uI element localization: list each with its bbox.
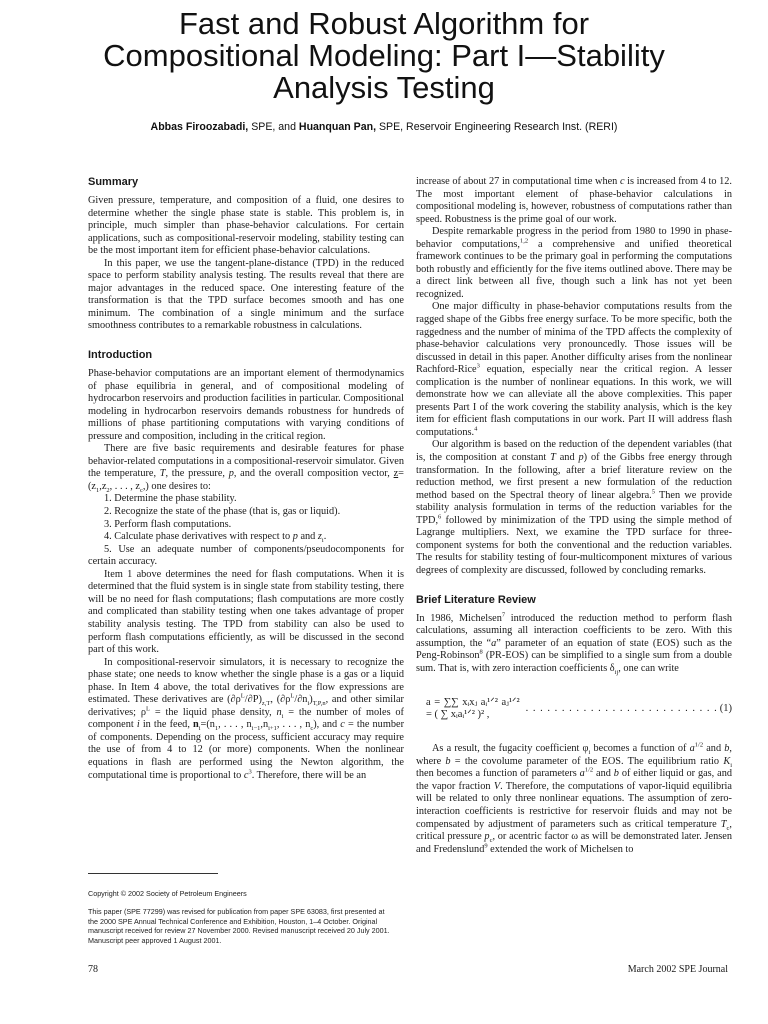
title-line-2: Compositional Modeling: Part I—Stability [103, 38, 665, 73]
equation-leader: . . . . . . . . . . . . . . . . . . . . . . . . . . . [525, 702, 718, 714]
equation-expression: a = ∑∑ xᵢxⱼ aᵢ¹ᐟ² aⱼ¹ᐟ² = ( ∑ xᵢaᵢ¹ᐟ² )² , [426, 696, 520, 721]
literature-review-heading: Brief Literature Review [416, 593, 536, 606]
literature-paragraph: In 1986, Michelsen$^7$ introduced the reduction method to perform flash calculations, assuming all interaction coefficients to be zero. With this assumption, the “a” parameter of an equation of state (EOS) such as the Peng-Robinson$^8$ (PR-EOS) can be simplified to a single sum from a double sum. That is, with zero interaction coefficients $\delta_{ij}$, one can write [416, 611, 732, 676]
requirements-list [88, 493, 404, 568]
body-paragraph: Despite remarkable progress in the period from 1980 to 1990 in phase-behavior computations,$^{1,2}$ a comprehensive and unified theoretical framework continues to be the primary goal in performing the computations both robustly and efficiently for the five items outlined above. There may be a direct link between all five, though such a link has not yet been recognized. [416, 226, 732, 300]
summary-heading: Summary [88, 176, 139, 188]
title-line-3: Analysis Testing [273, 70, 495, 105]
summary-paragraph: In this paper, we use the tangent-plane-distance (TPD) in the reduced space to perform stability analysis testing. The results reveal that there are major advantages in the reduced space. One interesting feature of the transformation is that the TPD surface becomes smooth and has one minimum. The combination of a single minimum and the surface smoothness contributes to a remarkable robustness in calculations. [88, 257, 404, 332]
left-column [88, 176, 404, 782]
paper-title [40, 8, 728, 104]
list-item: 4. Calculate phase derivatives with respect to p and $z_i$. [104, 531, 327, 545]
author-pan: Huanquan Pan, [298, 121, 377, 133]
intro-paragraph: There are five basic requirements and desirable features for phase behavior-related computations in a compositional-reservoir simulator. Given the temperature, T, the pressure, p, and the overall composition vector, $z=(z_1,z_2$, . . . , $z_c$,) one desires to: [88, 443, 404, 494]
journal-footer: March 2002 SPE Journal [627, 964, 728, 975]
list-item: 5. Use an adequate number of components/pseudocomponents for certain accuracy. [88, 543, 404, 568]
revision-note: This paper (SPE 77299) was revised for publication from paper SPE 63083, first presented at the 2000 SPE Annual Technical Conference and Exhibition, Houston, 1–4 October. Original manuscript received for review 27 November 2000. Revised manuscript received 20 July 2001. Manuscript peer approved 1 August 2001. [88, 907, 390, 945]
intro-paragraph: Item 1 above determines the need for flash computations. When it is determined that the fluid system is in single state from stability testing, there will be no need for flash computations; flash computations are more costly and complicated than stability testing when one takes advantage of proper stability analysis testing. The TPD from stability can also be used to perform flash computations efficiently, as will be discussed in the second part of this work. [88, 568, 404, 656]
equation-number: (1) [719, 702, 732, 714]
intro-paragraph: Phase-behavior computations are an important element of thermodynamics of phase equilibria in general, and of compositional modeling of hydrocarbon reservoirs and production facilities in particular. Compositional modeling in hydrocarbon reservoirs demands robustness for hundreds of millions of phase partitioning computations with varying conditions of pressure and composition, including in the critical region. [88, 368, 404, 442]
intro-paragraph: In compositional-reservoir simulators, it is necessary to recognize the phase state; one needs to know whether the single phase is a gas or a liquid phase. In Item 4 above, the total derivatives for the flow expressions are estimated. These derivatives are $(\partial\rho^L/\partial P)_{z,T}$, $(\partial\rho^L/\partial n_i)_{T,P,n}$, and other similar derivatives; $\rho^L$ = the liquid phase density, $n_i$ = the number of moles of component i in the feed, $n_i=(n_1$, . . . , $n_{i-1},n_{i+1}$, . . . , $n_c$), and c = the number of components. Depending on the process, sufficient accuracy may require the use of from 4 to 12 (or more) components. When the nonlinear equations in flash are performed using the Newton algorithm, the computational time is proportional to $c^3$. Therefore, there will be an [88, 656, 404, 781]
equation-1 [426, 689, 732, 729]
body-paragraph: One major difficulty in phase-behavior computations results from the ragged shape of the Gibbs free energy surface. To be more specific, both the raggedness and the number of minima of the TPD affects the complexity of phase-behavior calculations very pronouncedly. Those issues will be discussed in detail in this paper. Another difficulty arises from the nonlinear Rachford-Rice$^3$ equation, especially near the critical region. A lesser complication is the number of nonlinear equations. In this work, we will demonstrate how we can alleviate all the above complexities. This paper presents Part I of the work covering the stability analysis, which is the key item for efficient flash computations in our work. Part II will address flash computations.$^4$ [416, 301, 732, 438]
body-paragraph: Our algorithm is based on the reduction of the dependent variables (that is, the composition at constant T and p) of the Gibbs free energy through transformation. In the following, after a brief literature review on the reduction method, we first present a new formulation of the reduction method based on the Spectral theory of linear algebra.$^5$ Then we provide stability analysis formulation in terms of the reduction variables for the TPD,$^6$ followed by minimization of the TPD using the simple method of Lagrange multipliers. Next, we examine the TPD surface for three-component systems for both the conventional and the reduction variables. The results for stability testing of four-multicomponent mixtures of various degrees of complexity are discussed, followed by concluding remarks. [416, 439, 733, 576]
page-number: 78 [88, 964, 98, 975]
summary-paragraph: Given pressure, temperature, and composition of a fluid, one desires to determine whether the single phase state is stable. This problem is, in principle, much simpler than phase-behavior calculations. For certain applications, such as compositional-reservoir modeling, stability testing can be the most important item for efficient phase-behavior calculations. [88, 195, 404, 257]
introduction-heading: Introduction [88, 349, 153, 362]
list-item: 2. Recognize the state of the phase (that is, gas or liquid). [104, 506, 341, 518]
list-item: 1. Determine the phase stability. [104, 493, 237, 505]
author-line: Abbas Firoozabadi, SPE, and Huanquan Pan, SPE, Reservoir Engineering Research Inst. (RERI) [150, 121, 618, 133]
body-paragraph: increase of about 27 in computational time when c is increased from 4 to 12. The most important element of phase-behavior calculations in compositional modeling is, however, robustness of computations rather than speed. Robustness is the prime goal of our work. [416, 176, 733, 225]
copyright-notice: Copyright © 2002 Society of Petroleum Engineers [88, 889, 247, 898]
author-firoozabadi: Abbas Firoozabadi, [150, 121, 249, 133]
title-line-1: Fast and Robust Algorithm for [178, 6, 590, 41]
right-column [416, 176, 732, 856]
footnote-divider [88, 873, 218, 874]
literature-paragraph: As a result, the fugacity coefficient $\varphi_i$ becomes a function of $a^{1/2}$ and b, where b = the covolume parameter of the EOS. The equilibrium ratio $K_i$ then becomes a function of parameters $a^{1/2}$ and b of either liquid or gas, and the vapor fraction V. Therefore, the computations of vapor-liquid equilibria will be related to only three nonlinear equations. The assumption of zero-interaction coefficients is restrictive for reservoir fluids and may not be compensated by adjustment of parameters such as critical temperature $T_c$, critical pressure $p_c$, or acentric factor ω as will be demonstrated later. Jensen and Fredenslund$^9$ extended the work of Michelsen to [416, 741, 733, 855]
list-item: 3. Perform flash computations. [104, 518, 232, 530]
